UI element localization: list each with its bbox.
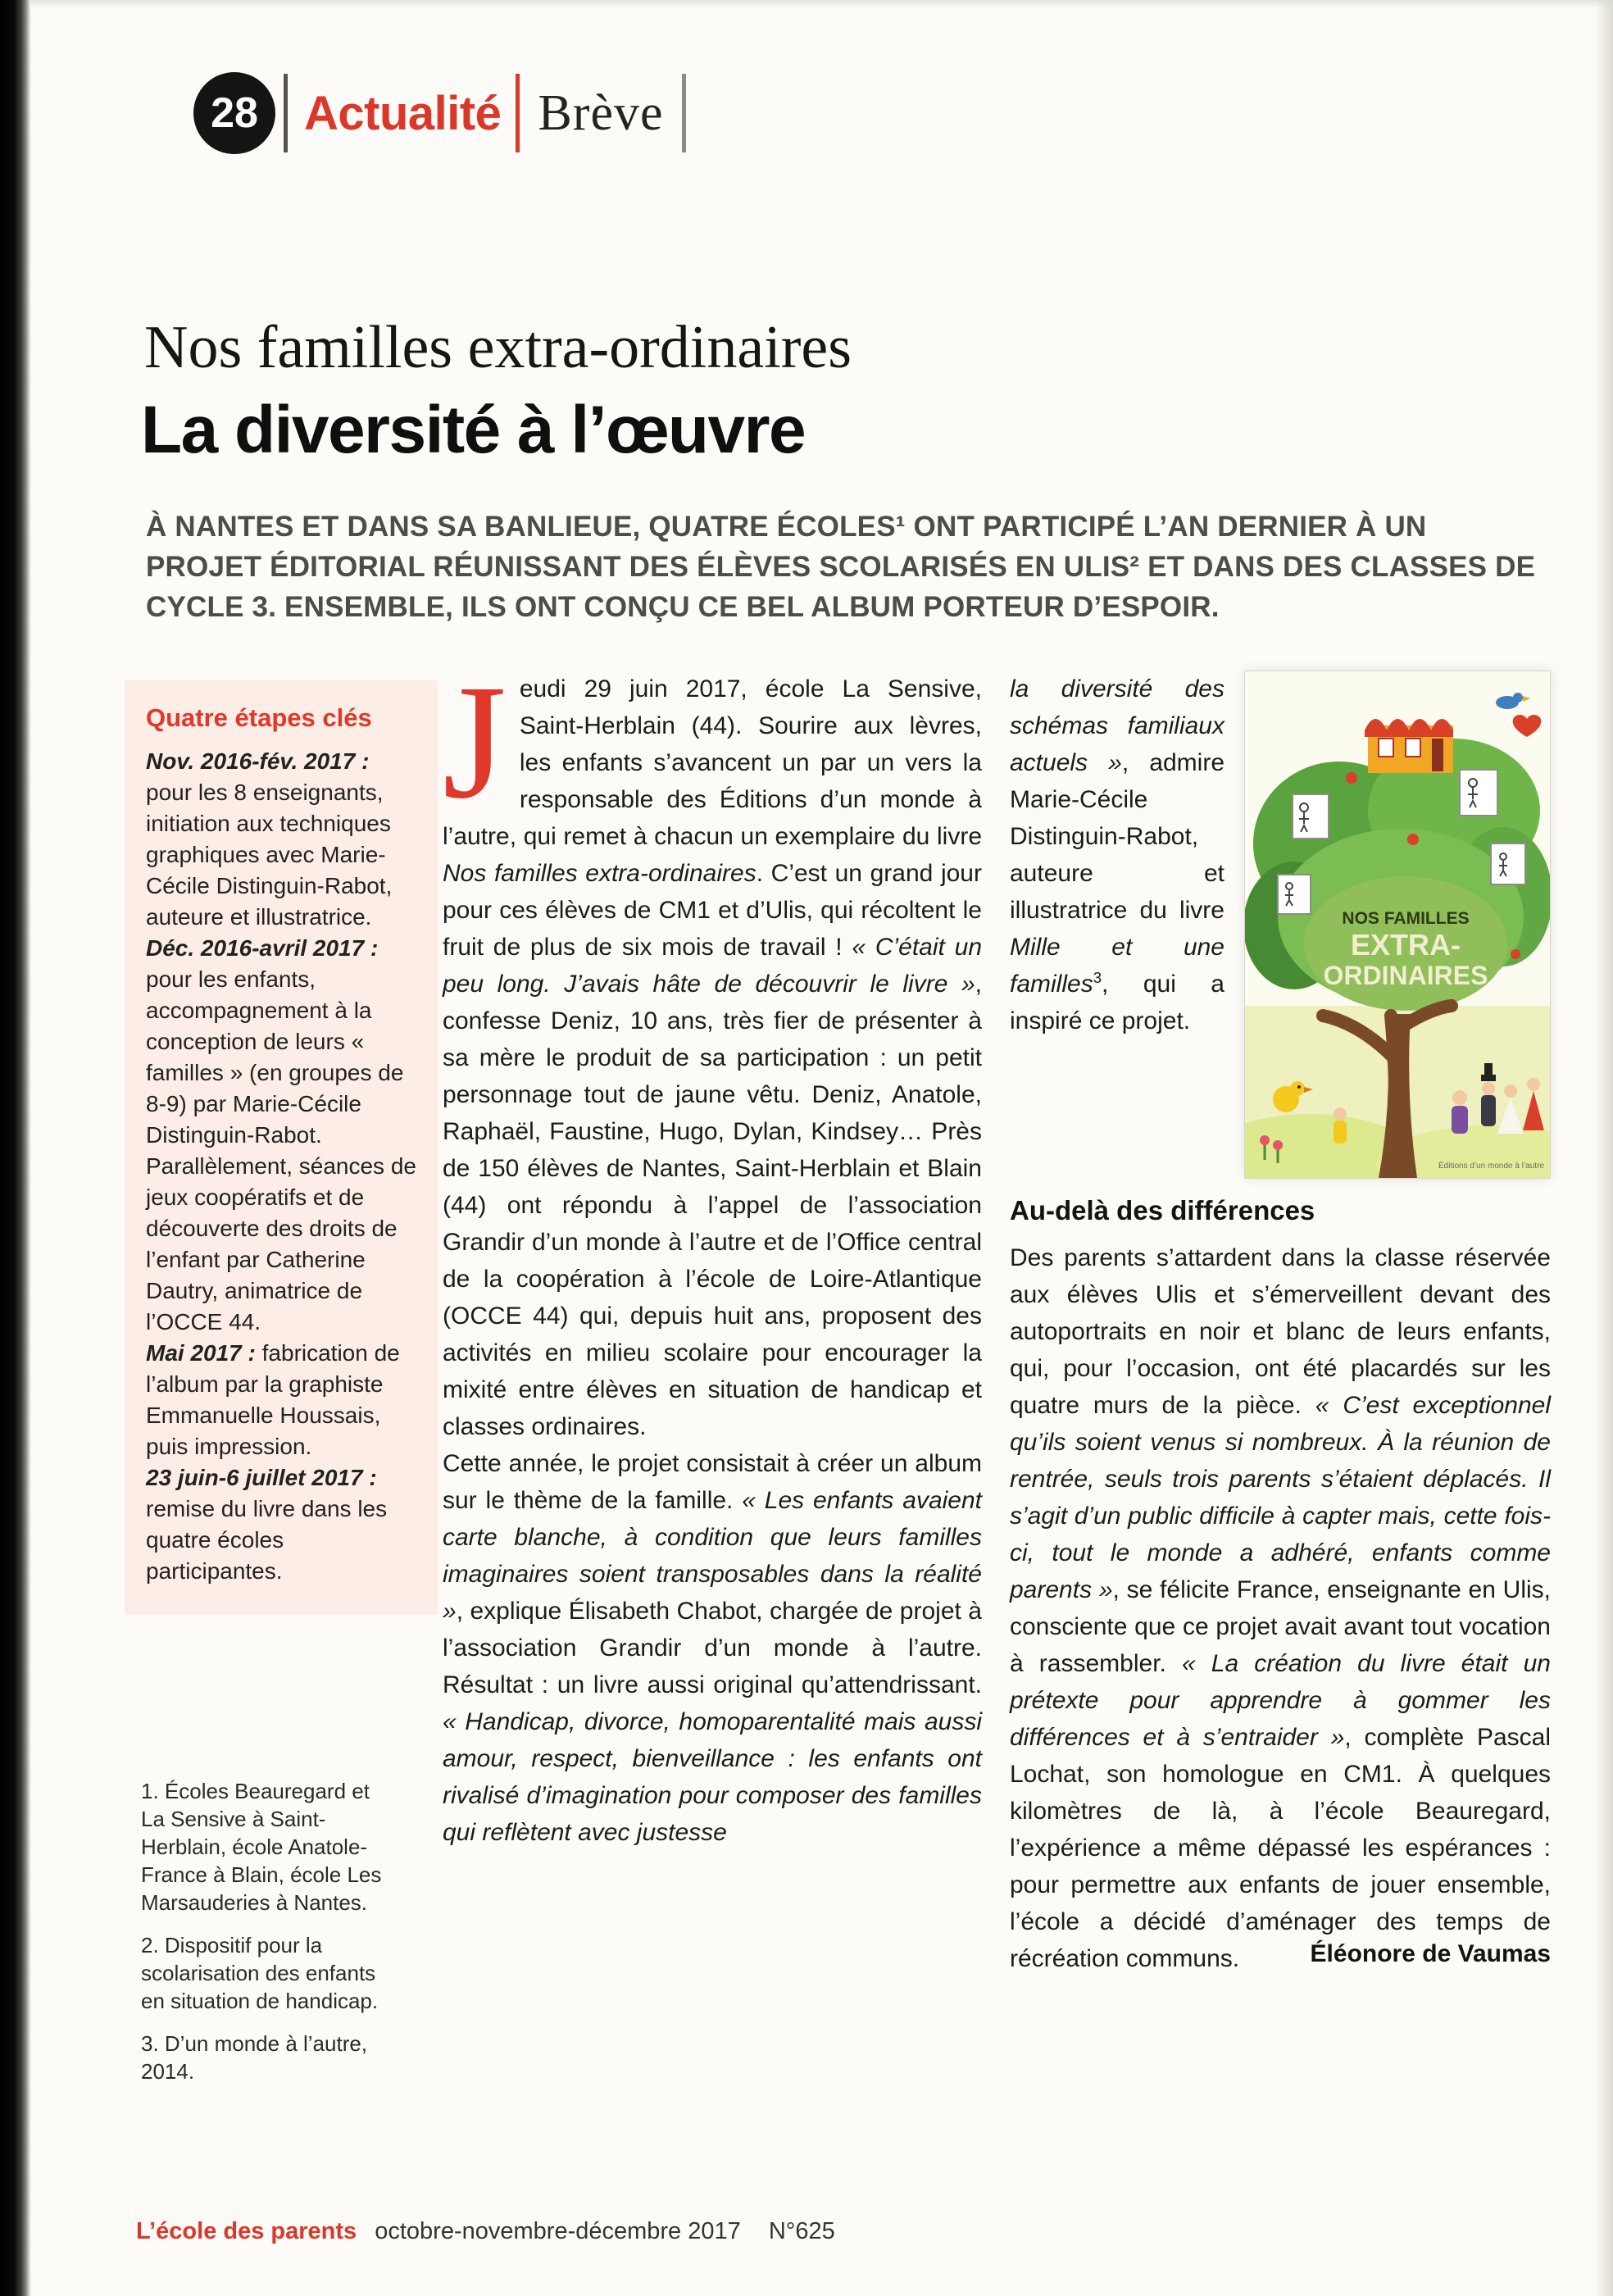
masthead (193, 70, 686, 156)
sidebar-entry (146, 1462, 416, 1587)
section-heading: Au-delà des différences (1010, 1195, 1315, 1225)
cover-publisher: Éditions d’un monde à l’autre (1438, 1162, 1544, 1171)
drop-cap: J (443, 652, 507, 833)
divider-bar (284, 74, 288, 152)
article-column-right (1010, 671, 1551, 1972)
issue-date: octobre-novembre-décembre 2017 (375, 2218, 741, 2244)
book-cover-image (1244, 671, 1551, 1179)
footnote: 1. Écoles Beauregard et La Sensive à Saint-Herblain, école Anatole-France à Blain, école Les Marsauderies à Nantes. (141, 1779, 382, 1915)
entry-date: 23 juin-6 juillet 2017 : (146, 1465, 377, 1490)
entry-text: remise du livre dans les quatre écoles participantes. (146, 1496, 388, 1584)
entry-date: Nov. 2016-fév. 2017 : (146, 748, 370, 774)
entry-date: Mai 2017 : (146, 1340, 262, 1366)
footnote: 3. D’un monde à l’autre, 2014. (141, 2031, 368, 2084)
paragraph-text: eudi 29 juin 2017, école La Sensive, Saint-Herblain (44). Sourire aux lèvres, les enfants s’avancent un par un vers la responsable des Éditions d’un monde à l’autre, qui remet à chacun un exemplaire du livre Nos familles extra-ordinaires. C’est un grand jour pour ces élèves de CM1 et d’Ulis, qui récoltent le fruit de plus de six mois de travail ! « C’était un peu long. J’avais hâte de découvrir le livre », confesse Deniz, 10 ans, très fier de présenter à sa mère le produit de sa participation : un petit personnage tout de jaune vêtu. Deniz, Anatole, Raphaël, Faustine, Hugo, Dylan, Kindsey… Près de 150 élèves de Nantes, Saint-Herblain et Blain (44) ont répondu à l’appel de l’association Grandir d’un monde à l’autre et de l’Office central de la coopération à l’école de Loire-Atlantique (OCCE 44) qui, depuis huit ans, proposent des activités en milieu scolaire pour encourager la mixité entre élèves en situation de handicap et classes ordinaires. (443, 675, 983, 1440)
article-paragraph: la diversité des schémas familiaux actuels », admire Marie-Cécile Distinguin-Rabot, auteure et illustratrice du livre Mille et une familles$^3$, qui a inspiré ce projet. (1010, 675, 1225, 1034)
footnote: 2. Dispositif pour la scolarisation des enfants en situation de handicap. (141, 1933, 379, 2013)
article-paragraph (443, 652, 983, 1445)
book-cover-illustration (1245, 671, 1550, 1178)
sidebar-box (125, 680, 438, 1615)
magazine-name: L’école des parents (136, 2218, 357, 2244)
sidebar-entry (146, 746, 416, 933)
article-title: Nos familles extra-ordinaires (144, 314, 852, 381)
cover-title-mid: EXTRA- (1351, 928, 1461, 962)
section-label: Actualité (304, 86, 502, 140)
subsection-label: Brève (538, 84, 664, 141)
scan-left-edge (0, 0, 31, 2296)
article-paragraph: Cette année, le projet consistait à créer un album sur le thème de la famille. « Les enfants avaient carte blanche, à condition que leurs familles imaginaires soient transposables dans la réalité », explique Élisabeth Chabot, chargée de projet à l’association Grandir d’un monde à l’autre. Résultat : un livre aussi original qu’attendrissant. « Handicap, divorce, homoparentalité mais aussi amour, respect, bienveillance : les enfants ont rivalisé d’imagination pour composer des familles qui reflètent avec justesse (443, 1450, 982, 1846)
entry-text: pour les 8 enseignants, initiation aux techniques graphiques avec Marie-Cécile Distinguin-Rabot, auteure et illustratrice. (146, 780, 393, 930)
entry-text: fabrication de l’album par la graphiste Emmanuelle Houssais, puis impression. (146, 1340, 400, 1459)
cover-title-bottom: ORDINAIRES (1323, 961, 1488, 990)
article-column-center (443, 652, 983, 1851)
standfirst: À NANTES ET DANS SA BANLIEUE, QUATRE ÉCOLES¹ ONT PARTICIPÉ L’AN DERNIER À UN PROJET ÉDITORIAL RÉUNISSANT DES ÉLÈVES SCOLARISÉS EN ULIS² ET DANS DES CLASSES DE CYCLE 3. ENSEMBLE, ILS ONT CONÇU CE BEL ALBUM PORTEUR D’ESPOIR. (146, 511, 1536, 623)
footnotes (141, 1777, 387, 2100)
scan-right-edge (1595, 0, 1613, 2296)
entry-date: Déc. 2016-avril 2017 : (146, 935, 379, 961)
article-paragraph: Des parents s’attardent dans la classe réservée aux élèves Ulis et s’émerveillent devant des autoportraits en noir et blanc de leurs enfants, qui, pour l’occasion, ont été placardés sur les quatre murs de la pièce. « C’est exceptionnel qu’ils soient venus si nombreux. À la réunion de rentrée, seuls trois parents s’étaient déplacés. Il s’agit d’un public difficile à capter mais, cette fois-ci, tout le monde a adhéré, enfants comme parents », se félicite France, enseignante en Ulis, consciente que ce projet avait avant tout vocation à rassembler. « La création du livre était un prétexte pour apprendre à gommer les différences et à s’entraider », complète Pascal Lochat, son homologue en CM1. À quelques kilomètres de là, à l’école Beauregard, l’expérience a même dépassé les espérances : pour permettre aux enfants de jouer ensemble, l’école a décidé d’aménager des temps de récréation communs. (1010, 1244, 1551, 1972)
cover-title-top: NOS FAMILLES (1342, 909, 1470, 928)
issue-number: N°625 (768, 2218, 835, 2244)
page-footer (136, 2218, 835, 2245)
divider-bar (682, 74, 686, 152)
page-number-badge: 28 (193, 72, 275, 154)
byline: Éléonore de Vaumas (1310, 1940, 1551, 1967)
sidebar-title: Quatre étapes clés (146, 703, 372, 732)
divider-bar (516, 74, 520, 152)
entry-text: pour les enfants, accompagnement à la conception de leurs « familles » (en groupes de 8-9) par Marie-Cécile Distinguin-Rabot. Parallèlement, séances de jeux coopératifs et de découverte des droits de l’enfant par Catherine Dautry, animatrice de l’OCCE 44. (146, 966, 416, 1334)
sidebar-entry (146, 1338, 416, 1462)
article-subtitle: La diversité à l’œuvre (141, 393, 806, 467)
scan-top-edge (31, 0, 1613, 8)
sidebar-entry (146, 933, 416, 1338)
